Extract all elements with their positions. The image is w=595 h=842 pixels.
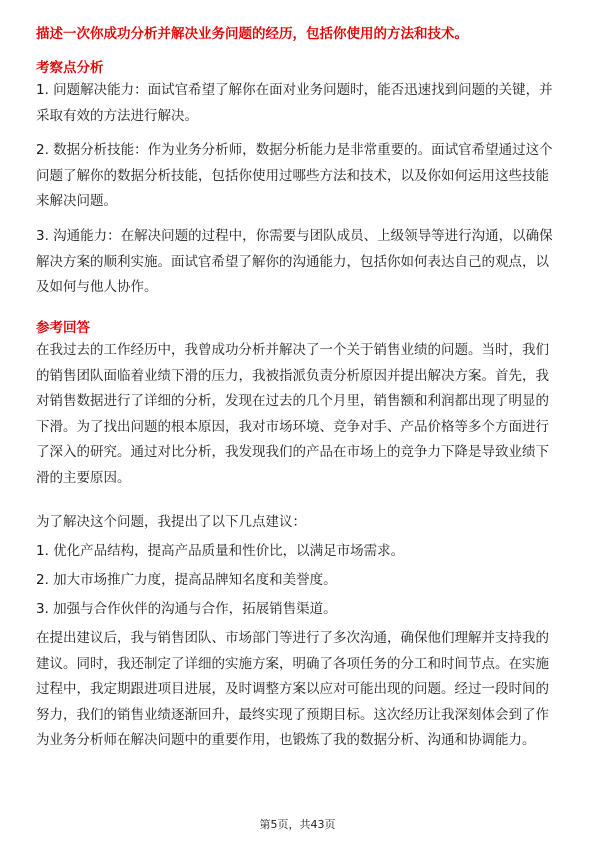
answer-paragraph-2: 在提出建议后，我与销售团队、市场部门等进行了多次沟通，确保他们理解并支持我的建议。同时，我还制定了详细的实施方案，明确了各项任务的分工和时间节点。在实施过程中，我定期跟进项目进展，及时调整方案以应对可能出现的问题。经过一段时间的努力，我们的销售业绩逐渐回升，最终实现了预期目标。这次经历让我深刻体会到了作为业务分析师在解决问题中的重要作用，也锻炼了我的数据分析、沟通和协调能力。 [36,630,549,748]
answer-suggestion-3: 3. 加强与合作伙伴的沟通与合作，拓展销售渠道。 [36,601,337,617]
answer-intro-line: 为了解决这个问题，我提出了以下几点建议： [36,514,306,530]
page-number-footer: 第5页，共43页 [259,818,336,831]
answer-suggestion-2: 2. 加大市场推广力度，提高品牌知名度和美誉度。 [36,572,337,588]
answer-paragraph-1: 在我过去的工作经历中，我曾成功分析并解决了一个关于销售业绩的问题。当时，我们的销售团队面临着业绩下滑的压力，我被指派负责分析原因并提出解决方案。首先，我对销售数据进行了详细的分析，发现在过去的几个月里，销售额和利润都出现了明显的下滑。为了找出问题的根本原因，我对市场环境、竞争对手、产品价格等多个方面进行了深入的研究。通过对比分析，我发现我们的产品在市场上的竞争力下降是导致业绩下滑的主要原因。 [36,342,549,486]
answer-heading: 参考回答 [36,320,90,336]
analysis-point-2: 2. 数据分析技能：作为业务分析师，数据分析能力是非常重要的。面试官希望通过这个问题了解你的数据分析技能，包括你使用过哪些方法和技术，以及你如何运用这些技能来解决问题。 [36,142,553,209]
analysis-point-1: 1. 问题解决能力：面试官希望了解你在面对业务问题时，能否迅速找到问题的关键，并采取有效的方法进行解决。 [36,82,553,124]
question-title: 描述一次你成功分析并解决业务问题的经历，包括你使用的方法和技术。 [36,26,468,42]
analysis-point-3: 3. 沟通能力：在解决问题的过程中，你需要与团队成员、上级领导等进行沟通，以确保解决方案的顺利实施。面试官希望了解你的沟通能力，包括你如何表达自己的观点，以及如何与他人协作。 [36,228,553,295]
answer-suggestion-1: 1. 优化产品结构，提高产品质量和性价比，以满足市场需求。 [36,543,405,559]
analysis-heading: 考察点分析 [36,60,104,76]
